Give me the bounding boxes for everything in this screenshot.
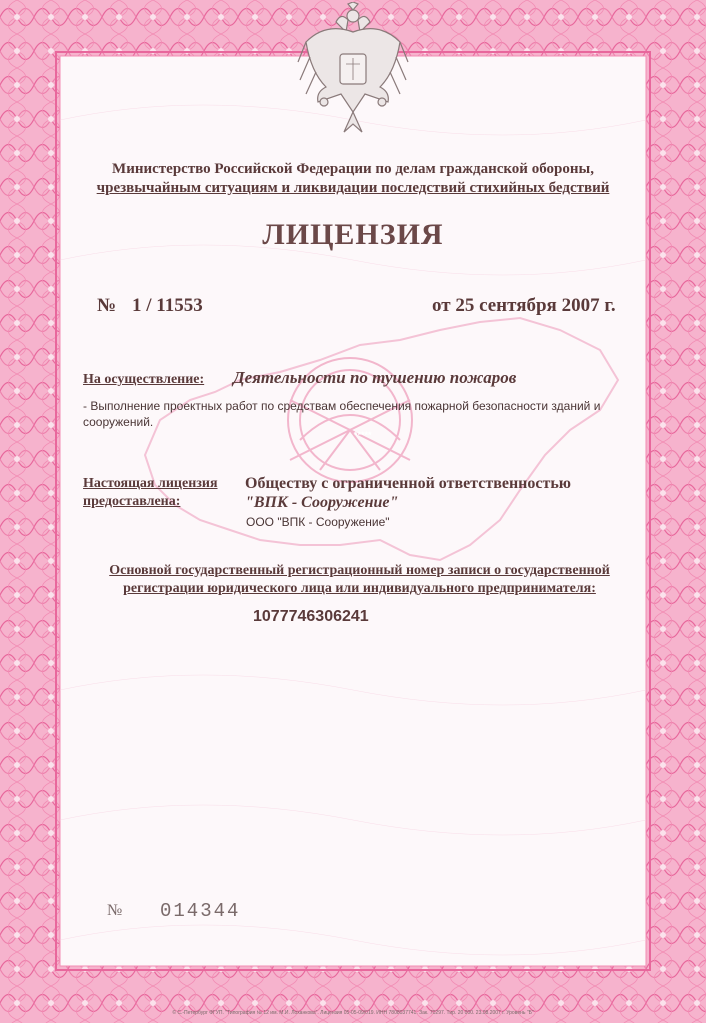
activity-description: - Выполнение проектных работ по средствам обеспечения пожарной безопасности зданий и сооружений. [83,399,601,429]
ministry-line-1: Министерство Российской Федерации по делам гражданской обороны, [112,161,594,177]
license-number: 1 / 11553 [132,295,203,316]
printer-footer: © С.-Петербург ФГУП. "Типография № 12 им. М.И. Лоханкова". Лицензия 05-05-09/019. ИНН 7808037741. Зак. 70297. Тир. 20 000. 23.08.2007 г. Уровень "Б" [172,1010,534,1016]
ogrn-value: 1077746306241 [253,608,369,625]
ogrn-label-line-1: Основной государственный регистрационный номер записи о государственной [109,563,610,578]
stars-mark: ***** [354,430,372,440]
activity-label: На осуществление: [83,372,205,387]
holder-label-line-2: предоставлена: [83,494,181,509]
license-date: от 25 сентября 2007 г. [432,295,616,316]
holder-name-line-2: "ВПК - Сооружение" [245,494,399,511]
holder-name-line-1: Обществу с ограниченной ответственностью [245,475,572,492]
holder-short-name: ООО "ВПК - Сооружение" [246,515,390,529]
document-title: ЛИЦЕНЗИЯ [262,218,444,251]
ogrn-label-line-2: регистрации юридического лица или индивидуального предпринимателя: [123,581,596,596]
serial-number-sign: № [107,902,123,919]
holder-label-line-1: Настоящая лицензия [83,476,218,491]
license-number-sign: № [97,295,117,316]
activity-value: Деятельности по тушению пожаров [233,368,517,387]
ministry-line-2: чрезвычайным ситуациям и ликвидации последствий стихийных бедствий [96,180,610,196]
coat-of-arms-icon [296,2,410,142]
ogrn-label [87,562,632,598]
serial-number: 014344 [160,900,241,922]
